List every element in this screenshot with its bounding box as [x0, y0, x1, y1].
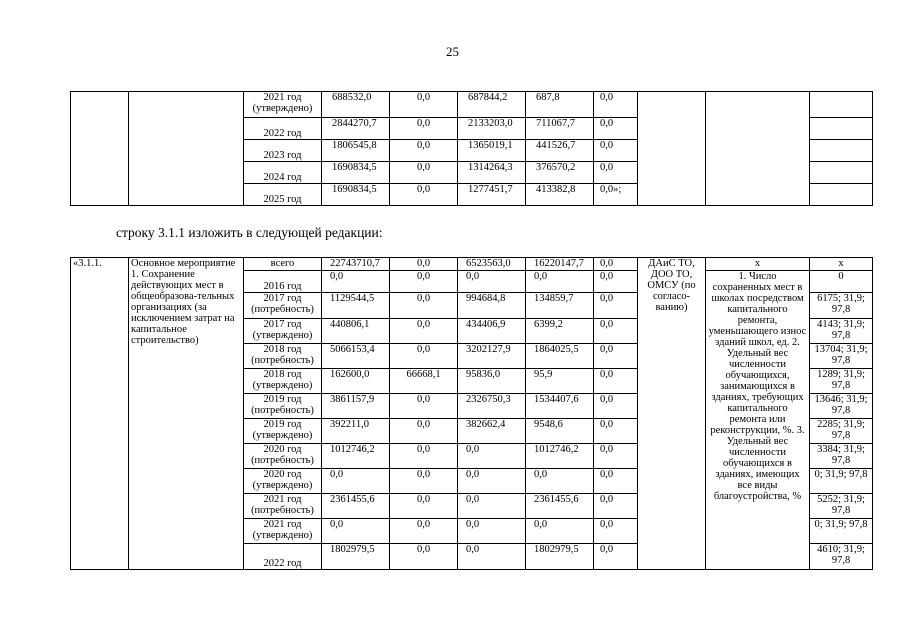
value-cell: 66668,1 [390, 369, 458, 394]
year-cell: 2023 год [244, 140, 322, 162]
value-cell: 95,9 [526, 369, 594, 394]
value-cell: 1806545,8 [322, 140, 390, 162]
value-cell: 0,0 [458, 271, 526, 293]
top-table [70, 91, 873, 206]
executor-cell: ДАиС ТО, ДОО ТО, ОМСУ (по согласо-ванию) [638, 258, 706, 570]
value-cell: 0,0 [390, 140, 458, 162]
value-cell: 0,0 [390, 419, 458, 444]
indicator-value-cell: 0 [810, 271, 873, 293]
indicator-value-cell: 2285; 31,9; 97,8 [810, 419, 873, 444]
value-cell: 0,0 [594, 469, 638, 494]
indicator-value-cell: 13646; 31,9; 97,8 [810, 394, 873, 419]
empty-value-cell [810, 140, 873, 162]
value-cell: 0,0 [390, 344, 458, 369]
indicator-value-cell: 4143; 31,9; 97,8 [810, 319, 873, 344]
year-cell: 2021 год (утверждено) [244, 92, 322, 118]
value-cell: 0,0 [594, 419, 638, 444]
empty-value-cell [810, 184, 873, 206]
value-cell: 0,0 [594, 140, 638, 162]
value-cell: 0,0 [458, 469, 526, 494]
year-cell: 2018 год (потребность) [244, 344, 322, 369]
value-cell: 0,0 [322, 519, 390, 544]
value-cell: 687,8 [526, 92, 594, 118]
year-cell: 2021 год (утверждено) [244, 519, 322, 544]
indicator-value-cell: 0; 31,9; 97,8 [810, 469, 873, 494]
empty-indicator-cell [706, 92, 810, 206]
value-cell: 440806,1 [322, 319, 390, 344]
value-cell: 687844,2 [458, 92, 526, 118]
year-cell: 2019 год (утверждено) [244, 419, 322, 444]
indicator-header-cell: х [706, 258, 810, 271]
value-cell: 2133203,0 [458, 118, 526, 140]
value-cell: 0,0 [594, 394, 638, 419]
value-cell: 6399,2 [526, 319, 594, 344]
value-cell: 0,0 [526, 469, 594, 494]
value-cell: 1864025,5 [526, 344, 594, 369]
year-cell: 2021 год (потребность) [244, 494, 322, 519]
year-cell: 2020 год (утверждено) [244, 469, 322, 494]
value-cell: 16220147,7 [526, 258, 594, 271]
value-cell: 0,0 [458, 519, 526, 544]
value-cell: 1314264,3 [458, 162, 526, 184]
value-cell: 413382,8 [526, 184, 594, 206]
indicator-value-cell: 5252; 31,9; 97,8 [810, 494, 873, 519]
value-cell: 0,0 [594, 162, 638, 184]
value-cell: 1802979,5 [322, 544, 390, 570]
value-cell: 0,0 [594, 544, 638, 570]
indicator-value-cell: х [810, 258, 873, 271]
value-cell: 0,0 [458, 544, 526, 570]
value-cell: 0,0 [390, 494, 458, 519]
value-cell: 3861157,9 [322, 394, 390, 419]
empty-value-cell [810, 118, 873, 140]
indicator-value-cell: 6175; 31,9; 97,8 [810, 293, 873, 319]
value-cell: 0,0 [322, 271, 390, 293]
value-cell: 5066153,4 [322, 344, 390, 369]
value-cell: 1365019,1 [458, 140, 526, 162]
value-cell: 0,0 [594, 444, 638, 469]
value-cell: 0,0 [594, 293, 638, 319]
value-cell: 2844270,7 [322, 118, 390, 140]
year-cell: 2025 год [244, 184, 322, 206]
value-cell: 0,0 [458, 494, 526, 519]
value-cell: 3202127,9 [458, 344, 526, 369]
value-cell: 0,0 [390, 258, 458, 271]
value-cell: 1012746,2 [526, 444, 594, 469]
value-cell: 0,0 [594, 271, 638, 293]
value-cell: 0,0 [322, 469, 390, 494]
value-cell: 1129544,5 [322, 293, 390, 319]
value-cell: 434406,9 [458, 319, 526, 344]
page-number: 25 [446, 44, 459, 59]
activity-name-cell: Основное мероприятие 1. Сохранение действующих мест в общеобразова-тельных организациях (за исключением затрат на капитальное строительство) [129, 258, 244, 570]
value-cell: 711067,7 [526, 118, 594, 140]
value-cell: 0,0 [526, 271, 594, 293]
instruction-text: строку 3.1.1 изложить в следующей редакции: [116, 225, 383, 240]
value-cell: 0,0 [594, 319, 638, 344]
value-cell: 0,0 [458, 444, 526, 469]
value-cell: 0,0 [390, 271, 458, 293]
value-cell: 95836,0 [458, 369, 526, 394]
value-cell: 162600,0 [322, 369, 390, 394]
year-cell: 2022 год [244, 544, 322, 570]
main-table [70, 257, 873, 570]
value-cell: 0,0 [390, 118, 458, 140]
value-cell: 1690834,5 [322, 162, 390, 184]
value-cell: 382662,4 [458, 419, 526, 444]
empty-value-cell [810, 92, 873, 118]
value-cell: 2361455,6 [526, 494, 594, 519]
value-cell: 392211,0 [322, 419, 390, 444]
year-cell: 2020 год (потребность) [244, 444, 322, 469]
indicator-value-cell: 3384; 31,9; 97,8 [810, 444, 873, 469]
value-cell: 2326750,3 [458, 394, 526, 419]
value-cell: 0,0»; [594, 184, 638, 206]
value-cell: 0,0 [594, 258, 638, 271]
year-cell: 2017 год (утверждено) [244, 319, 322, 344]
value-cell: 1012746,2 [322, 444, 390, 469]
indicator-value-cell: 4610; 31,9; 97,8 [810, 544, 873, 570]
value-cell: 994684,8 [458, 293, 526, 319]
empty-executor-cell [638, 92, 706, 206]
value-cell: 0,0 [390, 469, 458, 494]
value-cell: 22743710,7 [322, 258, 390, 271]
value-cell: 0,0 [390, 544, 458, 570]
value-cell: 0,0 [594, 519, 638, 544]
indicator-value-cell: 0; 31,9; 97,8 [810, 519, 873, 544]
value-cell: 0,0 [390, 319, 458, 344]
value-cell: 688532,0 [322, 92, 390, 118]
value-cell: 1802979,5 [526, 544, 594, 570]
value-cell: 1277451,7 [458, 184, 526, 206]
value-cell: 2361455,6 [322, 494, 390, 519]
indicator-value-cell: 1289; 31,9; 97,8 [810, 369, 873, 394]
year-cell: всего [244, 258, 322, 271]
table-row [71, 258, 873, 271]
empty-value-cell [810, 162, 873, 184]
value-cell: 1534407,6 [526, 394, 594, 419]
year-cell: 2016 год [244, 271, 322, 293]
value-cell: 0,0 [390, 519, 458, 544]
table-row [71, 92, 873, 118]
value-cell: 0,0 [594, 92, 638, 118]
indicators-cell: 1. Число сохраненных мест в школах посредством капитального ремонта, уменьшающего износ зданий школ, ед. 2. Удельный вес численности обучающихся, занимающихся в зданиях, требующих капитального ремонта или реконструкции, %. 3. Удельный вес численности обучающихся в зданиях, имеющих все виды благоустройства, % [706, 271, 810, 570]
value-cell: 1690834,5 [322, 184, 390, 206]
value-cell: 0,0 [594, 369, 638, 394]
year-cell: 2022 год [244, 118, 322, 140]
value-cell: 0,0 [594, 494, 638, 519]
value-cell: 0,0 [390, 184, 458, 206]
value-cell: 0,0 [390, 394, 458, 419]
value-cell: 0,0 [390, 293, 458, 319]
value-cell: 6523563,0 [458, 258, 526, 271]
year-cell: 2024 год [244, 162, 322, 184]
value-cell: 0,0 [390, 162, 458, 184]
value-cell: 0,0 [594, 344, 638, 369]
empty-name-cell [129, 92, 244, 206]
value-cell: 9548,6 [526, 419, 594, 444]
year-cell: 2019 год (потребность) [244, 394, 322, 419]
value-cell: 0,0 [594, 118, 638, 140]
value-cell: 441526,7 [526, 140, 594, 162]
value-cell: 134859,7 [526, 293, 594, 319]
value-cell: 0,0 [526, 519, 594, 544]
year-cell: 2018 год (утверждено) [244, 369, 322, 394]
indicator-value-cell: 13704; 31,9; 97,8 [810, 344, 873, 369]
year-cell: 2017 год (потребность) [244, 293, 322, 319]
empty-num-cell [71, 92, 129, 206]
row-number-cell: «3.1.1. [71, 258, 129, 570]
value-cell: 376570,2 [526, 162, 594, 184]
value-cell: 0,0 [390, 444, 458, 469]
value-cell: 0,0 [390, 92, 458, 118]
